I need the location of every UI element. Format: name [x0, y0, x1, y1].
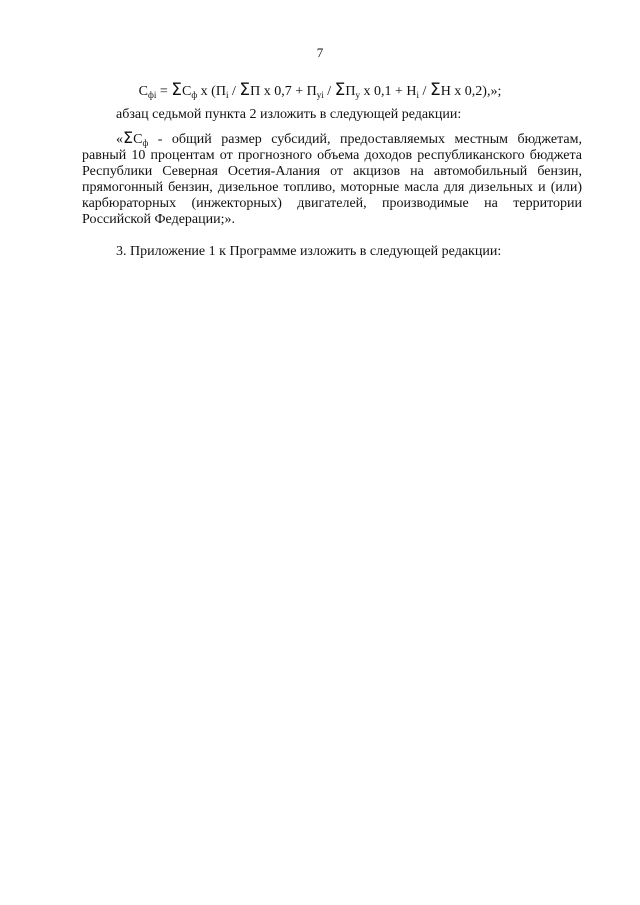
formula-lhs: $С_{фi}$ — [138, 84, 157, 100]
sum-symbol: Σ — [123, 128, 134, 147]
paragraph-instruction-1: абзац седьмой пункта 2 изложить в следующей редакции: — [116, 107, 462, 122]
paragraph-definition: «$\Sigma С_ф$ - общий размер субсидий, предоставляемых местным бюджетам, равный 10 процентам от прогнозного объема доходов республиканского бюджета Республики Северная Осетия-Алания от акцизов на автомобильный бензин, прямогонный бензин, дизельное топливо, моторные масла для дизельных и (или) карбюраторных (инжекторных) двигателей, производимые на территории Российской Федерации;». — [82, 128, 582, 227]
sum-symbol: Σ — [334, 80, 346, 100]
page-number: 7 — [316, 45, 324, 60]
subsidy-formula: $С_{фi} = \Sigma С_ф$ х ($П_i$ / ΣП х $0,7 + П_{уi} / \Sigma П_у$ х $0,1 + Н_i / \Sigma Н$ х 0,2),»; — [138, 80, 502, 100]
sum-symbol: Σ — [171, 80, 182, 100]
sum-symbol: Σ — [239, 80, 251, 100]
paragraph-instruction-3: 3. Приложение 1 к Программе изложить в следующей редакции: — [116, 244, 502, 259]
sum-symbol: Σ — [429, 80, 441, 100]
